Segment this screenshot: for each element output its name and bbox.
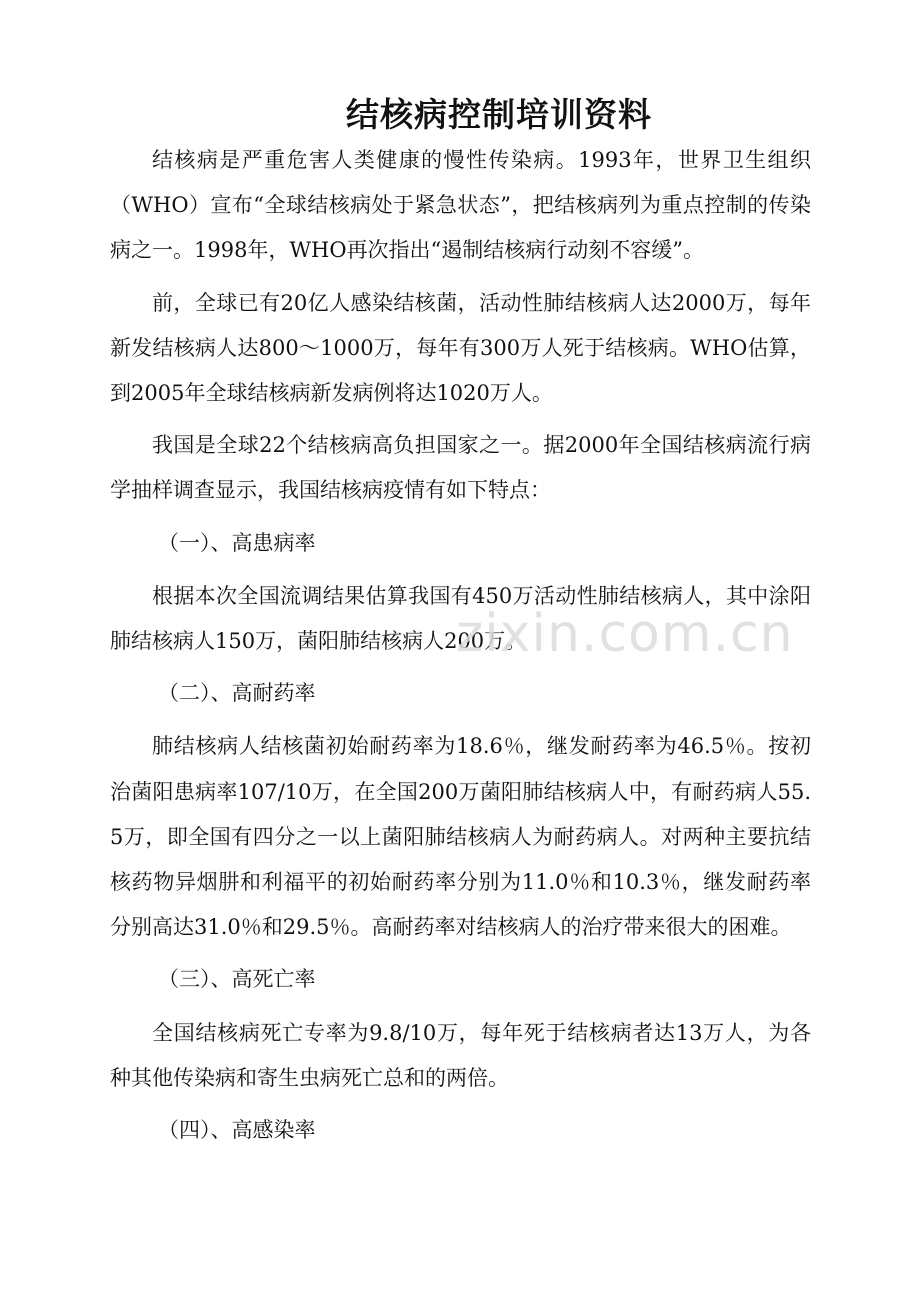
intro-paragraph-3: 我国是全球22个结核病高负担国家之一。据2000年全国结核病流行病学抽样调查显示，我国结核病疫情有如下特点： (110, 433, 811, 503)
section-heading-4: （四）、高感染率 (158, 1118, 316, 1143)
section-text-1: 根据本次全国流调结果估算我国有450万活动性肺结核病人，其中涂阳肺结核病人150万，菌阳肺结核病人200万。 (110, 583, 811, 654)
document-title: 结核病控制培训资料 (346, 95, 652, 134)
intro-paragraph-2: 前，全球已有20亿人感染结核菌，活动性肺结核病人达2000万，每年新发结核病人达800～1000万，每年有300万人死于结核病。WHO估算，到2005年全球结核病新发病例将达1020万人。 (110, 290, 811, 406)
section-heading-2: （二）、高耐药率 (158, 681, 316, 706)
watermark-text: zixin.com.cn (456, 604, 794, 664)
section-text-3: 全国结核病死亡专率为9.8/10万，每年死于结核病者达13万人，为各种其他传染病和寄生虫病死亡总和的两倍。 (110, 1020, 811, 1090)
section-heading-1: （一）、高患病率 (158, 530, 316, 555)
section-text-2: 肺结核病人结核菌初始耐药率为18.6％，继发耐药率为46.5％。按初治菌阳患病率107/10万，在全国200万菌阳肺结核病人中，有耐药病人55.5万，即全国有四分之一以上菌阳肺结核病人为耐药病人。对两种主要抗结核药物异烟肼和利福平的初始耐药率分别为11.0％和10.3％，继发耐药率分别高达31.0％和29.5％。高耐药率对结核病人的治疗带来很大的困难。 (110, 734, 811, 940)
intro-paragraph-1: 结核病是严重危害人类健康的慢性传染病。1993年，世界卫生组织（WHO）宣布“全球结核病处于紧急状态”，把结核病列为重点控制的传染病之一。1998年，WHO再次指出“遏制结核病行动刻不容缓”。 (110, 148, 811, 263)
section-heading-3: （三）、高死亡率 (158, 967, 316, 992)
document-body (110, 138, 811, 1161)
